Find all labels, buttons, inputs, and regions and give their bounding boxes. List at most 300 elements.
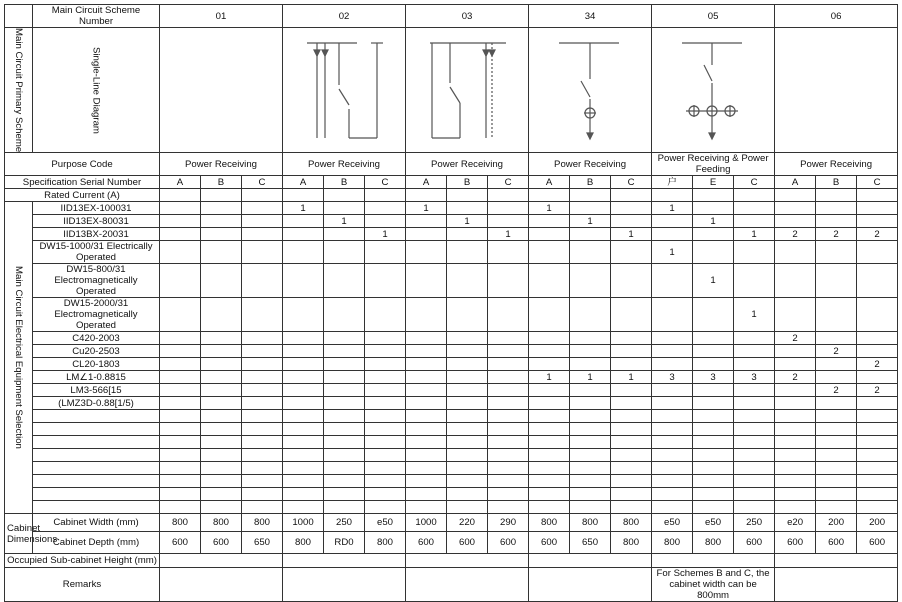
- rated-current-cell: [365, 189, 406, 202]
- equipment-quantity-cell: [324, 397, 365, 410]
- equipment-quantity-cell: [611, 449, 652, 462]
- equipment-quantity-cell: [529, 241, 570, 264]
- purpose-01: Power Receiving: [160, 153, 283, 176]
- equipment-quantity-cell: [693, 475, 734, 488]
- rated-current-cell: [406, 189, 447, 202]
- equipment-quantity-cell: [488, 345, 529, 358]
- equipment-quantity-cell: [447, 345, 488, 358]
- equipment-quantity-cell: [160, 410, 201, 423]
- equipment-quantity-cell: [406, 228, 447, 241]
- equipment-quantity-cell: [816, 475, 857, 488]
- equipment-quantity-cell: [816, 397, 857, 410]
- equipment-name: IID13BX-20031: [33, 228, 160, 241]
- equipment-quantity-cell: [201, 501, 242, 514]
- equipment-quantity-cell: [242, 488, 283, 501]
- single-line-diagram-03: [422, 35, 512, 145]
- equipment-quantity-cell: [775, 397, 816, 410]
- cabinet-width-cell: 800: [242, 514, 283, 532]
- cabinet-depth-cell: 800: [652, 532, 693, 554]
- scheme-number-02: 02: [283, 5, 406, 28]
- cabinet-width-cell: 800: [611, 514, 652, 532]
- scheme-number-06: 06: [775, 5, 898, 28]
- rated-current-cell: [529, 189, 570, 202]
- equipment-quantity-cell: [201, 241, 242, 264]
- cabinet-depth-cell: RD0: [324, 532, 365, 554]
- equipment-quantity-cell: [734, 410, 775, 423]
- equipment-quantity-cell: [775, 488, 816, 501]
- equipment-quantity-cell: [816, 371, 857, 384]
- equipment-quantity-cell: 1: [324, 215, 365, 228]
- equipment-quantity-cell: [201, 345, 242, 358]
- equipment-quantity-cell: [406, 488, 447, 501]
- equipment-quantity-cell: [529, 436, 570, 449]
- equipment-quantity-cell: [406, 384, 447, 397]
- cabinet-depth-cell: 650: [570, 532, 611, 554]
- equipment-quantity-cell: [734, 449, 775, 462]
- equipment-quantity-cell: [611, 241, 652, 264]
- equipment-quantity-cell: [570, 384, 611, 397]
- equipment-quantity-cell: [324, 371, 365, 384]
- equipment-quantity-cell: [611, 475, 652, 488]
- equipment-quantity-cell: [324, 449, 365, 462]
- equipment-quantity-cell: [447, 501, 488, 514]
- equipment-quantity-cell: [283, 423, 324, 436]
- equipment-quantity-cell: [447, 410, 488, 423]
- equipment-row: [5, 423, 898, 436]
- equipment-quantity-cell: [652, 501, 693, 514]
- equipment-quantity-cell: [652, 449, 693, 462]
- equipment-quantity-cell: [693, 397, 734, 410]
- equipment-quantity-cell: [693, 384, 734, 397]
- equipment-quantity-cell: 2: [816, 345, 857, 358]
- equipment-quantity-cell: [652, 436, 693, 449]
- equipment-quantity-cell: 1: [652, 202, 693, 215]
- equipment-quantity-cell: [242, 423, 283, 436]
- equipment-quantity-cell: [283, 264, 324, 298]
- equipment-quantity-cell: [693, 228, 734, 241]
- equipment-quantity-cell: [734, 241, 775, 264]
- equipment-quantity-cell: [693, 462, 734, 475]
- equipment-quantity-cell: [283, 241, 324, 264]
- remarks-cell: [775, 568, 898, 602]
- equipment-quantity-cell: [693, 423, 734, 436]
- equipment-quantity-cell: [283, 228, 324, 241]
- equipment-quantity-cell: [488, 410, 529, 423]
- equipment-quantity-cell: [365, 501, 406, 514]
- equipment-quantity-cell: [242, 397, 283, 410]
- equipment-quantity-cell: [857, 501, 898, 514]
- equipment-quantity-cell: [160, 384, 201, 397]
- equipment-name: [33, 436, 160, 449]
- cabinet-width-cell: 1000: [283, 514, 324, 532]
- equipment-quantity-cell: [529, 298, 570, 332]
- equipment-quantity-cell: [693, 501, 734, 514]
- equipment-row: [5, 501, 898, 514]
- equipment-row: [5, 436, 898, 449]
- equipment-quantity-cell: 1: [652, 241, 693, 264]
- equipment-quantity-cell: [447, 241, 488, 264]
- equipment-quantity-cell: [324, 384, 365, 397]
- equipment-quantity-cell: [201, 384, 242, 397]
- equipment-quantity-cell: [406, 410, 447, 423]
- cabinet-depth-cell: 600: [734, 532, 775, 554]
- single-line-diagram-34: [545, 35, 635, 145]
- equipment-quantity-cell: [160, 462, 201, 475]
- equipment-quantity-cell: [775, 264, 816, 298]
- equipment-quantity-cell: [324, 462, 365, 475]
- remarks-label: Remarks: [5, 568, 160, 602]
- equipment-row: [5, 449, 898, 462]
- equipment-quantity-cell: [857, 423, 898, 436]
- equipment-quantity-cell: [242, 371, 283, 384]
- single-line-diagram-02: [299, 35, 389, 145]
- equipment-quantity-cell: [570, 228, 611, 241]
- equipment-quantity-cell: [693, 436, 734, 449]
- equipment-quantity-cell: [283, 501, 324, 514]
- equipment-quantity-cell: [242, 462, 283, 475]
- rated-current-cell: [324, 189, 365, 202]
- equipment-quantity-cell: [816, 298, 857, 332]
- spec-serial-label: Specification Serial Number: [5, 176, 160, 189]
- equipment-row: [5, 410, 898, 423]
- equipment-quantity-cell: [324, 436, 365, 449]
- equipment-quantity-cell: [283, 298, 324, 332]
- equipment-quantity-cell: 1: [529, 371, 570, 384]
- equipment-quantity-cell: [283, 462, 324, 475]
- equipment-quantity-cell: [570, 358, 611, 371]
- cabinet-width-label: Cabinet Width (mm): [33, 514, 160, 532]
- spec-serial-cell: C: [857, 176, 898, 189]
- primary-scheme-label: Main Circuit Primary Scheme: [5, 28, 33, 153]
- equipment-quantity-cell: [611, 332, 652, 345]
- equipment-quantity-cell: [488, 241, 529, 264]
- equipment-quantity-cell: [693, 202, 734, 215]
- equipment-quantity-cell: [734, 462, 775, 475]
- equipment-quantity-cell: [488, 215, 529, 228]
- equipment-quantity-cell: [734, 358, 775, 371]
- purpose-02: Power Receiving: [283, 153, 406, 176]
- equipment-quantity-cell: [283, 449, 324, 462]
- equipment-quantity-cell: 2: [857, 358, 898, 371]
- equipment-quantity-cell: [160, 488, 201, 501]
- equipment-quantity-cell: [857, 449, 898, 462]
- equipment-name: IID13EX-80031: [33, 215, 160, 228]
- equipment-quantity-cell: [857, 264, 898, 298]
- equipment-quantity-cell: [693, 298, 734, 332]
- equipment-quantity-cell: [652, 358, 693, 371]
- equipment-quantity-cell: [570, 264, 611, 298]
- equipment-quantity-cell: 1: [693, 264, 734, 298]
- equipment-name: [33, 410, 160, 423]
- equipment-quantity-cell: [447, 462, 488, 475]
- equipment-quantity-cell: [201, 358, 242, 371]
- equipment-quantity-cell: [693, 345, 734, 358]
- cabinet-width-cell: 800: [201, 514, 242, 532]
- equipment-quantity-cell: [570, 449, 611, 462]
- equipment-quantity-cell: [857, 298, 898, 332]
- equipment-quantity-cell: [447, 449, 488, 462]
- equipment-quantity-cell: [529, 384, 570, 397]
- equipment-quantity-cell: [242, 215, 283, 228]
- equipment-quantity-cell: [283, 358, 324, 371]
- equipment-row: [5, 397, 898, 410]
- equipment-row: [5, 264, 898, 298]
- equipment-quantity-cell: [406, 332, 447, 345]
- scheme-number-34: 34: [529, 5, 652, 28]
- equipment-quantity-cell: [570, 501, 611, 514]
- equipment-quantity-cell: [201, 475, 242, 488]
- equipment-quantity-cell: [857, 345, 898, 358]
- equipment-quantity-cell: [365, 423, 406, 436]
- single-line-diagram-05: [668, 35, 758, 145]
- cabinet-depth-cell: 800: [283, 532, 324, 554]
- diagram-scheme-03: [406, 28, 529, 153]
- diagram-scheme-01: [160, 28, 283, 153]
- cabinet-width-cell: e50: [693, 514, 734, 532]
- equipment-quantity-cell: [652, 264, 693, 298]
- equipment-quantity-cell: [775, 501, 816, 514]
- equipment-quantity-cell: [857, 202, 898, 215]
- equipment-quantity-cell: [324, 488, 365, 501]
- rated-current-cell: [816, 189, 857, 202]
- equipment-quantity-cell: [324, 345, 365, 358]
- equipment-quantity-cell: [611, 397, 652, 410]
- equipment-quantity-cell: [283, 345, 324, 358]
- rated-current-cell: [775, 189, 816, 202]
- occupied-height-cell: [283, 554, 406, 568]
- remarks-row: [5, 568, 898, 602]
- occupied-height-cell: [652, 554, 775, 568]
- equipment-quantity-cell: [160, 423, 201, 436]
- equipment-quantity-cell: [488, 436, 529, 449]
- occupied-height-cell: [529, 554, 652, 568]
- equipment-quantity-cell: [283, 371, 324, 384]
- equipment-quantity-cell: [529, 410, 570, 423]
- equipment-quantity-cell: [570, 345, 611, 358]
- cabinet-depth-cell: 600: [857, 532, 898, 554]
- cabinet-width-row: [5, 514, 898, 532]
- equipment-row: [5, 384, 898, 397]
- spec-serial-cell: C: [734, 176, 775, 189]
- equipment-quantity-cell: [324, 475, 365, 488]
- spec-serial-cell: A: [406, 176, 447, 189]
- equipment-quantity-cell: [201, 371, 242, 384]
- equipment-quantity-cell: [652, 298, 693, 332]
- equipment-quantity-cell: [365, 371, 406, 384]
- equipment-quantity-cell: [816, 202, 857, 215]
- equipment-quantity-cell: [283, 410, 324, 423]
- equipment-quantity-cell: [365, 488, 406, 501]
- equipment-quantity-cell: [693, 358, 734, 371]
- cabinet-width-cell: e50: [365, 514, 406, 532]
- equipment-quantity-cell: [160, 436, 201, 449]
- cabinet-width-cell: 220: [447, 514, 488, 532]
- occupied-height-cell: [406, 554, 529, 568]
- equipment-quantity-cell: [611, 436, 652, 449]
- diagram-scheme-06: [775, 28, 898, 153]
- equipment-quantity-cell: [201, 423, 242, 436]
- equipment-quantity-cell: [406, 358, 447, 371]
- equipment-row: [5, 215, 898, 228]
- equipment-quantity-cell: [406, 264, 447, 298]
- equipment-quantity-cell: [160, 241, 201, 264]
- spec-serial-cell: C: [611, 176, 652, 189]
- equipment-quantity-cell: [693, 332, 734, 345]
- equipment-name: [33, 488, 160, 501]
- equipment-quantity-cell: [816, 501, 857, 514]
- equipment-quantity-cell: [611, 298, 652, 332]
- equipment-row: [5, 358, 898, 371]
- single-line-diagram-label: Single-Line Diagram: [33, 28, 160, 153]
- rated-current-cell: [652, 189, 693, 202]
- equipment-quantity-cell: [652, 488, 693, 501]
- equipment-quantity-cell: [160, 397, 201, 410]
- equipment-quantity-cell: [447, 202, 488, 215]
- occupied-height-cell: [160, 554, 283, 568]
- equipment-row: [5, 488, 898, 501]
- diagram-scheme-02: [283, 28, 406, 153]
- equipment-quantity-cell: 2: [775, 228, 816, 241]
- equipment-quantity-cell: [488, 488, 529, 501]
- equipment-quantity-cell: [201, 488, 242, 501]
- equipment-quantity-cell: [160, 228, 201, 241]
- equipment-quantity-cell: [242, 436, 283, 449]
- diagram-scheme-05: [652, 28, 775, 153]
- equipment-quantity-cell: [365, 264, 406, 298]
- equipment-quantity-cell: [365, 358, 406, 371]
- equipment-quantity-cell: 1: [570, 215, 611, 228]
- cabinet-width-cell: 1000: [406, 514, 447, 532]
- equipment-quantity-cell: [201, 397, 242, 410]
- equipment-quantity-cell: 3: [734, 371, 775, 384]
- equipment-quantity-cell: [734, 384, 775, 397]
- equipment-quantity-cell: [201, 410, 242, 423]
- equipment-quantity-cell: [283, 436, 324, 449]
- equipment-quantity-cell: [283, 384, 324, 397]
- equipment-quantity-cell: [406, 501, 447, 514]
- equipment-quantity-cell: [488, 202, 529, 215]
- equipment-name: [33, 423, 160, 436]
- equipment-quantity-cell: [365, 202, 406, 215]
- occupied-height-label: Occupied Sub-cabinet Height (mm): [5, 554, 160, 568]
- spec-serial-cell: C: [488, 176, 529, 189]
- specification-serial-row: [5, 176, 898, 189]
- equipment-quantity-cell: [160, 371, 201, 384]
- cabinet-depth-cell: 600: [406, 532, 447, 554]
- equipment-quantity-cell: [242, 241, 283, 264]
- equipment-quantity-cell: [488, 358, 529, 371]
- equipment-quantity-cell: [734, 501, 775, 514]
- equipment-name: IID13EX-100031: [33, 202, 160, 215]
- equipment-quantity-cell: [857, 371, 898, 384]
- equipment-quantity-cell: [734, 345, 775, 358]
- cabinet-width-cell: 200: [816, 514, 857, 532]
- equipment-quantity-cell: [529, 228, 570, 241]
- equipment-quantity-cell: [242, 264, 283, 298]
- equipment-quantity-cell: 1: [693, 215, 734, 228]
- equipment-row: [5, 228, 898, 241]
- equipment-quantity-cell: [324, 332, 365, 345]
- equipment-quantity-cell: [201, 436, 242, 449]
- equipment-name: [33, 501, 160, 514]
- equipment-row: [5, 371, 898, 384]
- equipment-quantity-cell: [734, 488, 775, 501]
- equipment-name: LM∠1-0.8815: [33, 371, 160, 384]
- equipment-quantity-cell: [857, 215, 898, 228]
- equipment-quantity-cell: [324, 264, 365, 298]
- equipment-quantity-cell: [529, 264, 570, 298]
- equipment-quantity-cell: 2: [816, 384, 857, 397]
- equipment-quantity-cell: [652, 462, 693, 475]
- equipment-quantity-cell: [816, 358, 857, 371]
- equipment-quantity-cell: [283, 475, 324, 488]
- rated-current-row: [5, 189, 898, 202]
- remarks-cell: For Schemes B and C, the cabinet width can be 800mm: [652, 568, 775, 602]
- header-row: [5, 5, 898, 28]
- equipment-quantity-cell: 1: [734, 228, 775, 241]
- equipment-quantity-cell: [488, 501, 529, 514]
- equipment-row: [5, 475, 898, 488]
- equipment-quantity-cell: [242, 475, 283, 488]
- equipment-quantity-cell: [857, 436, 898, 449]
- equipment-quantity-cell: 1: [611, 371, 652, 384]
- equipment-quantity-cell: [529, 423, 570, 436]
- spec-serial-cell: E: [693, 176, 734, 189]
- equipment-quantity-cell: [365, 462, 406, 475]
- equipment-quantity-cell: 2: [775, 371, 816, 384]
- equipment-quantity-cell: [775, 358, 816, 371]
- equipment-quantity-cell: [488, 332, 529, 345]
- equipment-quantity-cell: [529, 475, 570, 488]
- rated-current-cell: [283, 189, 324, 202]
- equipment-quantity-cell: [324, 358, 365, 371]
- equipment-quantity-cell: [652, 228, 693, 241]
- cabinet-depth-cell: 600: [529, 532, 570, 554]
- equipment-quantity-cell: [529, 215, 570, 228]
- equipment-quantity-cell: [775, 384, 816, 397]
- equipment-quantity-cell: [611, 384, 652, 397]
- spec-serial-cell: B: [324, 176, 365, 189]
- rated-current-cell: [693, 189, 734, 202]
- equipment-quantity-cell: [652, 475, 693, 488]
- equipment-quantity-cell: [570, 397, 611, 410]
- equipment-quantity-cell: [734, 202, 775, 215]
- equipment-quantity-cell: [857, 241, 898, 264]
- equipment-quantity-cell: [816, 488, 857, 501]
- equipment-quantity-cell: 2: [775, 332, 816, 345]
- scheme-number-03: 03: [406, 5, 529, 28]
- equipment-quantity-cell: [488, 371, 529, 384]
- equipment-quantity-cell: [201, 462, 242, 475]
- diagram-scheme-34: [529, 28, 652, 153]
- equipment-quantity-cell: [447, 358, 488, 371]
- equipment-quantity-cell: [365, 436, 406, 449]
- rated-current-cell: [570, 189, 611, 202]
- remarks-cell: [283, 568, 406, 602]
- equipment-quantity-cell: [529, 488, 570, 501]
- spec-serial-cell: C: [365, 176, 406, 189]
- equipment-quantity-cell: [324, 423, 365, 436]
- equipment-selection-label: Main Circuit Electrical Equipment Selection: [5, 202, 33, 514]
- equipment-quantity-cell: [775, 423, 816, 436]
- equipment-quantity-cell: [570, 423, 611, 436]
- equipment-name: CL20-1803: [33, 358, 160, 371]
- rated-current-cell: [734, 189, 775, 202]
- spec-serial-cell: A: [283, 176, 324, 189]
- equipment-quantity-cell: 3: [652, 371, 693, 384]
- main-circuit-scheme-table: [4, 4, 898, 602]
- equipment-quantity-cell: [816, 410, 857, 423]
